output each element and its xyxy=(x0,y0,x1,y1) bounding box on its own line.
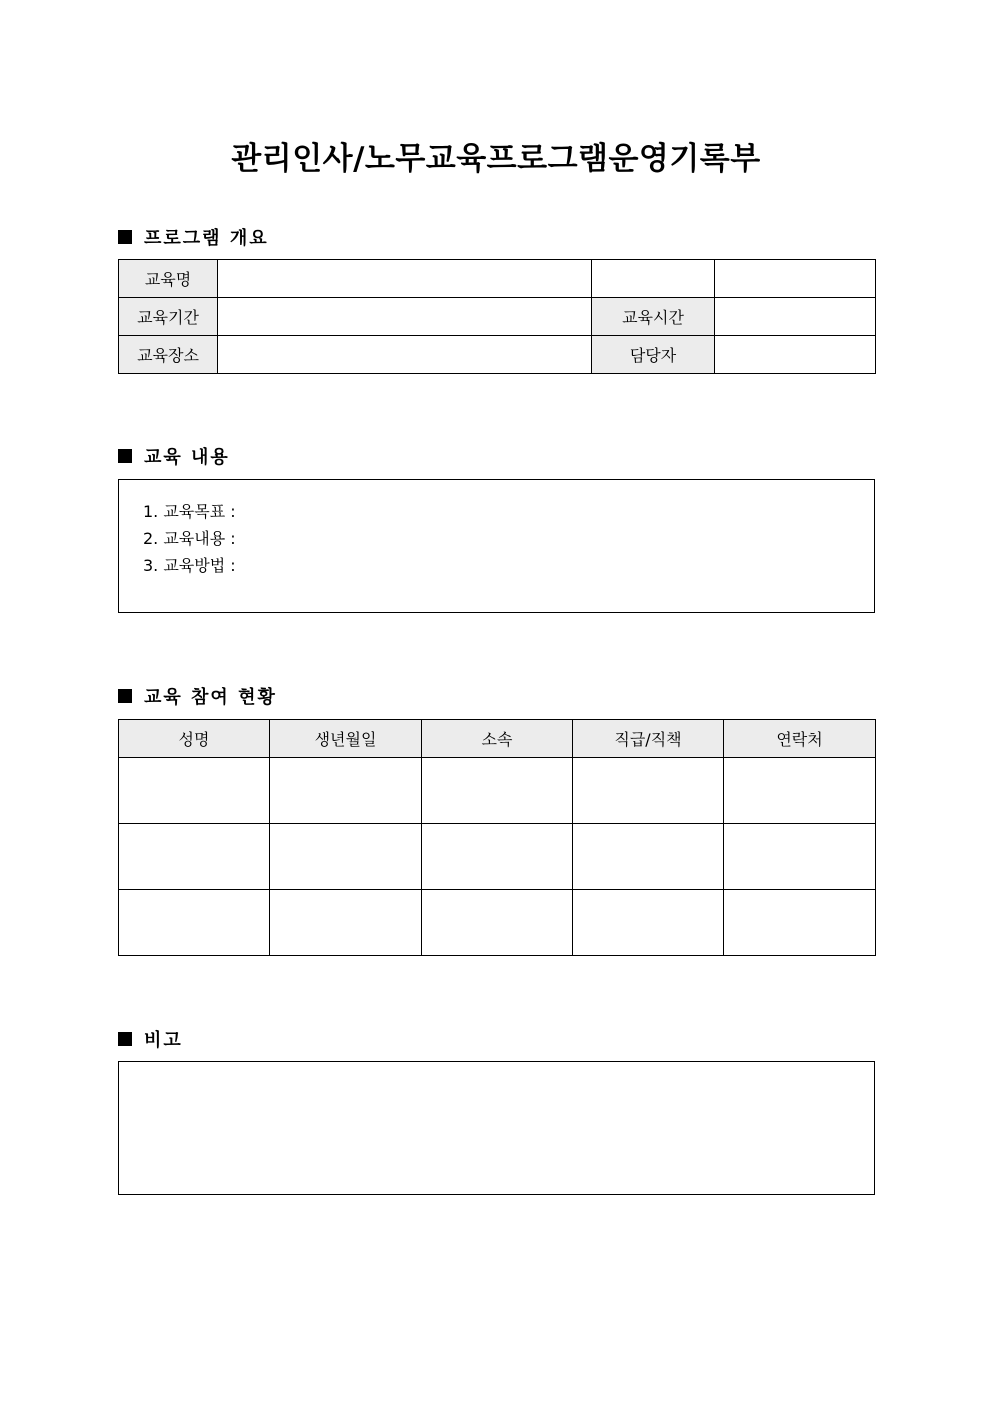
table-cell[interactable] xyxy=(119,824,270,890)
table-cell[interactable] xyxy=(119,890,270,956)
column-header-position: 직급/직책 xyxy=(573,720,724,758)
square-bullet-icon xyxy=(118,689,132,703)
table-cell[interactable] xyxy=(270,890,422,956)
education-place-value[interactable] xyxy=(218,336,592,374)
section-heading-label: 교육 내용 xyxy=(144,447,230,468)
content-box xyxy=(118,479,875,613)
table-cell[interactable] xyxy=(724,824,876,890)
section-heading-remarks xyxy=(118,1026,183,1052)
list-item: 3. 교육방법 : xyxy=(143,556,236,575)
table-cell[interactable] xyxy=(573,824,724,890)
table-cell[interactable] xyxy=(270,824,422,890)
overview-table xyxy=(118,259,876,374)
table-cell[interactable] xyxy=(573,758,724,824)
table-cell[interactable] xyxy=(724,758,876,824)
blank-value-cell[interactable] xyxy=(715,260,876,298)
column-header-name: 성명 xyxy=(119,720,270,758)
column-header-contact: 연락처 xyxy=(724,720,876,758)
manager-label: 담당자 xyxy=(592,336,715,374)
section-heading-label: 프로그램 개요 xyxy=(144,228,269,249)
remarks-box[interactable] xyxy=(118,1061,875,1195)
page-title: 관리인사/노무교육프로그램운영기록부 xyxy=(231,141,761,177)
education-period-value[interactable] xyxy=(218,298,592,336)
blank-cell[interactable] xyxy=(592,260,715,298)
education-name-label: 교육명 xyxy=(119,260,218,298)
table-header-row xyxy=(119,720,876,758)
table-cell[interactable] xyxy=(119,758,270,824)
column-header-birthdate: 생년월일 xyxy=(270,720,422,758)
table-cell[interactable] xyxy=(724,890,876,956)
section-heading-participants xyxy=(118,683,277,709)
table-cell[interactable] xyxy=(422,890,573,956)
education-period-label: 교육기간 xyxy=(119,298,218,336)
table-cell[interactable] xyxy=(422,758,573,824)
table-row xyxy=(119,298,876,336)
table-row xyxy=(119,890,876,956)
list-item: 1. 교육목표 : xyxy=(143,502,236,521)
section-heading-label: 비고 xyxy=(144,1030,183,1051)
education-time-value[interactable] xyxy=(715,298,876,336)
section-heading-label: 교육 참여 현황 xyxy=(144,687,277,708)
square-bullet-icon xyxy=(118,1032,132,1046)
table-row xyxy=(119,824,876,890)
section-heading-overview xyxy=(118,224,269,250)
education-name-value[interactable] xyxy=(218,260,592,298)
participants-table xyxy=(118,719,876,956)
column-header-affiliation: 소속 xyxy=(422,720,573,758)
square-bullet-icon xyxy=(118,230,132,244)
content-list xyxy=(143,498,236,579)
manager-value[interactable] xyxy=(715,336,876,374)
table-cell[interactable] xyxy=(422,824,573,890)
education-place-label: 교육장소 xyxy=(119,336,218,374)
square-bullet-icon xyxy=(118,449,132,463)
section-heading-content xyxy=(118,443,230,469)
table-cell[interactable] xyxy=(573,890,724,956)
table-row xyxy=(119,260,876,298)
table-row xyxy=(119,758,876,824)
table-row xyxy=(119,336,876,374)
table-cell[interactable] xyxy=(270,758,422,824)
list-item: 2. 교육내용 : xyxy=(143,529,236,548)
education-time-label: 교육시간 xyxy=(592,298,715,336)
